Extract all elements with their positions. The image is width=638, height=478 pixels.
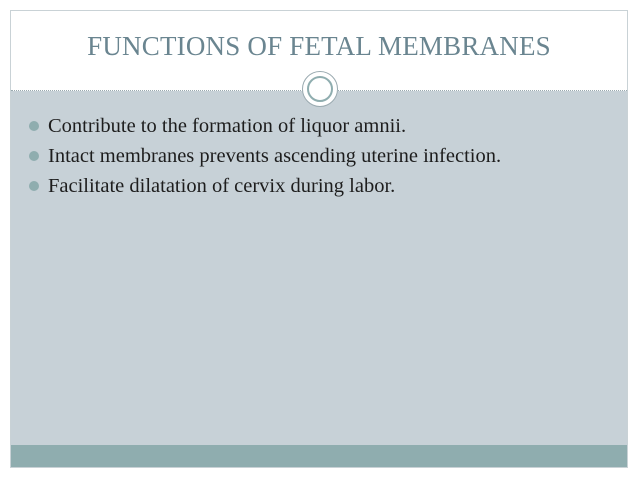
bullet-item-2 <box>28 143 588 169</box>
circle-ornament-inner-icon <box>307 76 333 102</box>
circle-bullet-icon <box>29 181 39 191</box>
footer-band <box>11 445 627 468</box>
bullet-item-3 <box>28 173 588 199</box>
slide-title: FUNCTIONS OF FETAL MEMBRANES <box>87 31 551 61</box>
circle-bullet-icon <box>29 151 39 161</box>
bullet-text-2: Intact membranes prevents ascending uterine infection. <box>48 145 502 167</box>
bullet-item-1 <box>28 113 588 139</box>
bullet-list <box>28 113 588 203</box>
slide <box>10 10 628 468</box>
bullet-text-1: Contribute to the formation of liquor amnii. <box>48 115 407 137</box>
bullet-text-3: Facilitate dilatation of cervix during labor. <box>48 175 396 197</box>
circle-bullet-icon <box>29 121 39 131</box>
circle-ornament-icon <box>302 71 338 107</box>
